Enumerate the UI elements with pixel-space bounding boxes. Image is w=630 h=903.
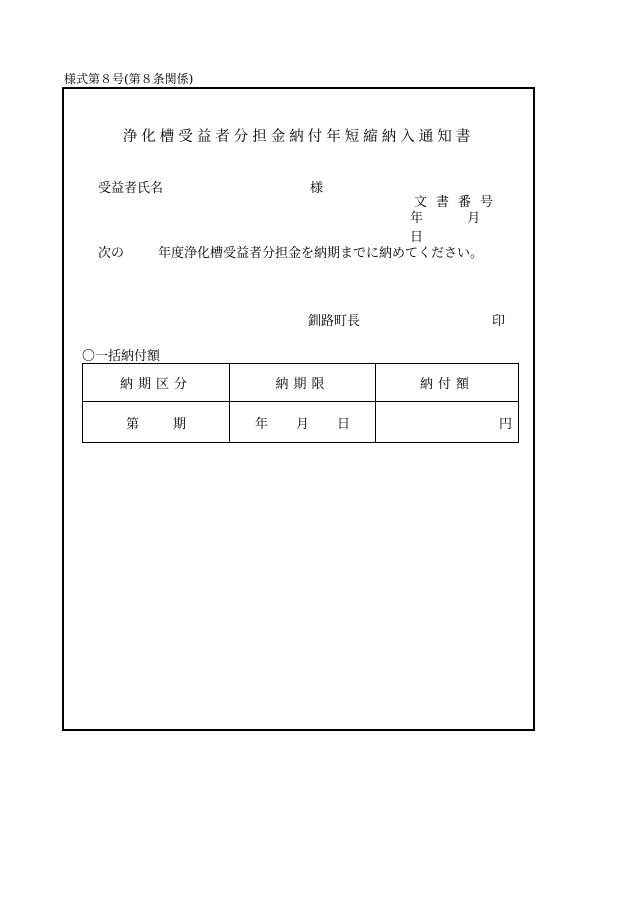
date-day: 日 bbox=[410, 230, 424, 245]
header-amount: 納付額 bbox=[376, 364, 519, 402]
table-header-row bbox=[83, 364, 519, 402]
header-period: 納期区分 bbox=[83, 364, 230, 402]
table-row bbox=[83, 402, 519, 443]
due-month: 月 bbox=[295, 416, 309, 432]
form-label: 様式第８号(第８条関係) bbox=[64, 72, 194, 86]
honorific: 様 bbox=[310, 181, 324, 196]
instruction-main: 年度浄化槽受益者分担金を納期までに納めてください。 bbox=[158, 246, 484, 261]
document-number-label: 文書番号 bbox=[414, 195, 503, 210]
due-day: 日 bbox=[337, 416, 351, 432]
date-year: 年 bbox=[410, 211, 424, 226]
due-year: 年 bbox=[254, 416, 268, 432]
notice-frame bbox=[62, 87, 535, 731]
due-date-cell bbox=[230, 402, 376, 443]
period-cell bbox=[83, 402, 230, 443]
payment-table bbox=[82, 363, 519, 443]
period-first: 第 bbox=[125, 416, 139, 432]
issuer: 釧路町長 bbox=[308, 314, 361, 329]
date-month: 月 bbox=[467, 211, 481, 226]
period-second: 期 bbox=[173, 416, 187, 432]
section-title: 〇一括納付額 bbox=[82, 349, 161, 364]
header-due-date: 納期限 bbox=[230, 364, 376, 402]
instruction-prefix: 次の bbox=[98, 246, 125, 261]
instruction-text bbox=[98, 242, 483, 261]
issue-date bbox=[410, 207, 533, 245]
document-title: 浄化槽受益者分担金納付年短縮納入通知書 bbox=[122, 129, 475, 145]
recipient-label: 受益者氏名 bbox=[98, 181, 164, 196]
amount-cell: 円 bbox=[376, 402, 519, 443]
seal-mark: 印 bbox=[492, 314, 506, 329]
